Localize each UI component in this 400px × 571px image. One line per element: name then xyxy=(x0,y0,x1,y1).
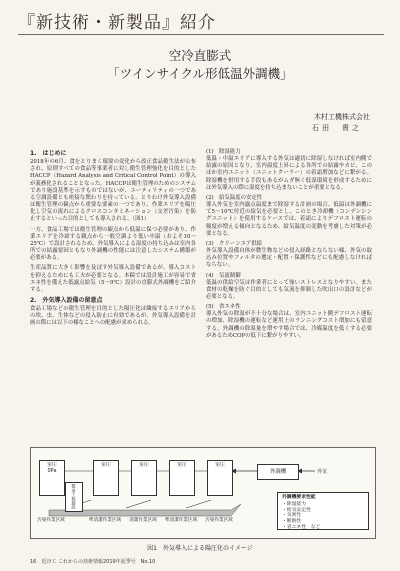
subheading: (5) 省エネ性 xyxy=(206,304,241,311)
paragraph: 食品工場などの衛生管理を目的とした陽圧化は隣接するエリアからの埃、虫、生体などの侵入防止に有効であるが、外気導入設備を計画の際には以下の様なことへの配慮が求められる。 xyxy=(30,306,196,327)
paragraph: 2018年の6月、食をとりまく環境の変化から改正食品衛生法が公布され、原則すべての食品等事業者に対し衛生管理強化を目的としたHACCP（Hazard Analysis and Critical Control Point）の導入が義務化されることとなった。HACCPは衛生管理のためのシステムであり施設基準を示すものではないが、ユーティリティの一つである空調設備とも密接な関わりを持っている。とりわけ外気導入設備は衛生管理の観点から重要な要素の一つであり、作業エリアを陽圧化し空気の流れによるクロスコンタミネーション（交差汚染）を防止するといった目的としても導入される。（図1） xyxy=(30,159,196,223)
room-box: 室圧 0Pa xyxy=(39,460,65,496)
requirements-title: 外調機要求性能 xyxy=(282,495,316,500)
zone-label: 汚染作業区域 xyxy=(205,518,233,523)
room-box: 室圧 xyxy=(207,460,233,496)
paragraph: 低温・中温エリアに導入する外気は適切に除湿しなければ室内側で結露の原因となり、室内温度上昇による各所での結露やカビ、このほか室内ユニット（ユニットクーラー）の着霜増加などに繋がる。除湿機を併用する手段もあるがムダ無く低湿環境を形成するためには外気導入の際に湿度を持ち込まないことが重要となる。 xyxy=(206,156,372,191)
zone-label: 汚染作業区域 xyxy=(37,518,65,523)
right-column xyxy=(206,149,372,343)
paragraph: 外気導入設備自体が微生物などの侵入経路とならない様、外気の取込み位置やフィルタの選定・配置・保護性などにも配慮しなければならない。 xyxy=(206,248,372,269)
section-header: 『新技術・新製品』紹介 xyxy=(18,13,216,33)
subheading: (4) 気流制御 xyxy=(206,272,241,279)
outside-air-label: 外気 xyxy=(317,469,328,475)
left-column xyxy=(30,149,196,331)
subheading: (2) 給気温度の安定性 xyxy=(206,194,263,201)
zone-label: 清潔作業区域 xyxy=(129,518,157,523)
author-organization: 木村工機株式会社 xyxy=(314,113,370,121)
paragraph: 低温の供給空気は作業者にとって強いストレスとなりやすい。また食材の乾燥を防ぐ目的としても気流を抑制した吹出口の設計などが必要となる。 xyxy=(206,279,372,300)
zone-label: 準清潔作業区域 xyxy=(164,518,198,523)
requirement-item: ・断熱性 xyxy=(282,519,302,525)
paragraph: 導入外気を室内露点温度まで除湿する計画の場合、低温は外調機にて5～10℃付近の給気を必要とし、このとき冷却機（コンデンシングユニット）を使用するケースでは、着霜によりデフロスト運転の頻度が増える傾向となるため、給気温度の変動を考慮した対策が必要となる。 xyxy=(206,202,372,237)
figure-pressure-diagram xyxy=(30,447,376,539)
requirement-item: ・省エネ性 など xyxy=(282,524,321,530)
room-box: 室圧 xyxy=(93,460,119,496)
author-name: 石田 貴之 xyxy=(312,124,362,132)
requirements-box xyxy=(277,492,369,530)
requirement-item: ・除湿能力 xyxy=(282,501,306,507)
paragraph: 一方、食品工場では衛生管理の観点から低温に保つ必要があり、作業エリアを冷却する観点から一般空調より低い中温（およそ10～25℃）で設計されるため、外気導入による湿度の持ち込みは室内各所での結露要因ともなり外調機の性能には注意したシステム構築が必要がある。 xyxy=(30,226,196,262)
section-heading: 2. 外気導入設備の留意点 xyxy=(30,296,103,304)
article-title-line1: 空冷直膨式 xyxy=(168,48,232,63)
room-box: 室圧 xyxy=(131,460,157,496)
subheading: (3) クリーンエア供給 xyxy=(206,240,263,247)
ops-facility-box: 製造工程施設 xyxy=(65,482,83,512)
paragraph: 生産品質に大きく影響を及ぼす外気導入設備であるが、導入コストを抑えるためにも工夫が必要となる。本稿では設計施工が容易で省エネ性を備えた低露点給気（5～9℃）設計の直膨式外調機をご紹介する。 xyxy=(30,265,196,293)
zone-label: 準清潔作業区域 xyxy=(88,518,122,523)
room-box: 室圧 xyxy=(169,460,195,496)
figure-caption: 図1 外気導入による陽圧化のイメージ xyxy=(147,545,253,552)
page-footer: 16 近冷工 これからの技術情報2019年夏季号 No.10 xyxy=(30,559,156,565)
subheading: (1) 除湿能力 xyxy=(206,149,241,155)
article-title-line2: 「ツインサイクル形低温外調機」 xyxy=(107,66,293,81)
section-heading: 1. はじめに xyxy=(30,150,67,157)
external-air-unit: 外調機 xyxy=(257,464,299,480)
requirement-item: ・気密性 xyxy=(282,513,302,519)
paragraph: 導入外気の除湿が不十分な場合は、室内ユニット側デフロスト運転の増加、除湿機の運転など運用上のランニングコスト増加にも留意する。外調機の除湿量を増やす場合では、冷媒温度を低くする必要があるためCOPの低下に繋がりやすい。 xyxy=(206,311,372,339)
requirement-item: ・給気安定性 xyxy=(282,507,311,513)
